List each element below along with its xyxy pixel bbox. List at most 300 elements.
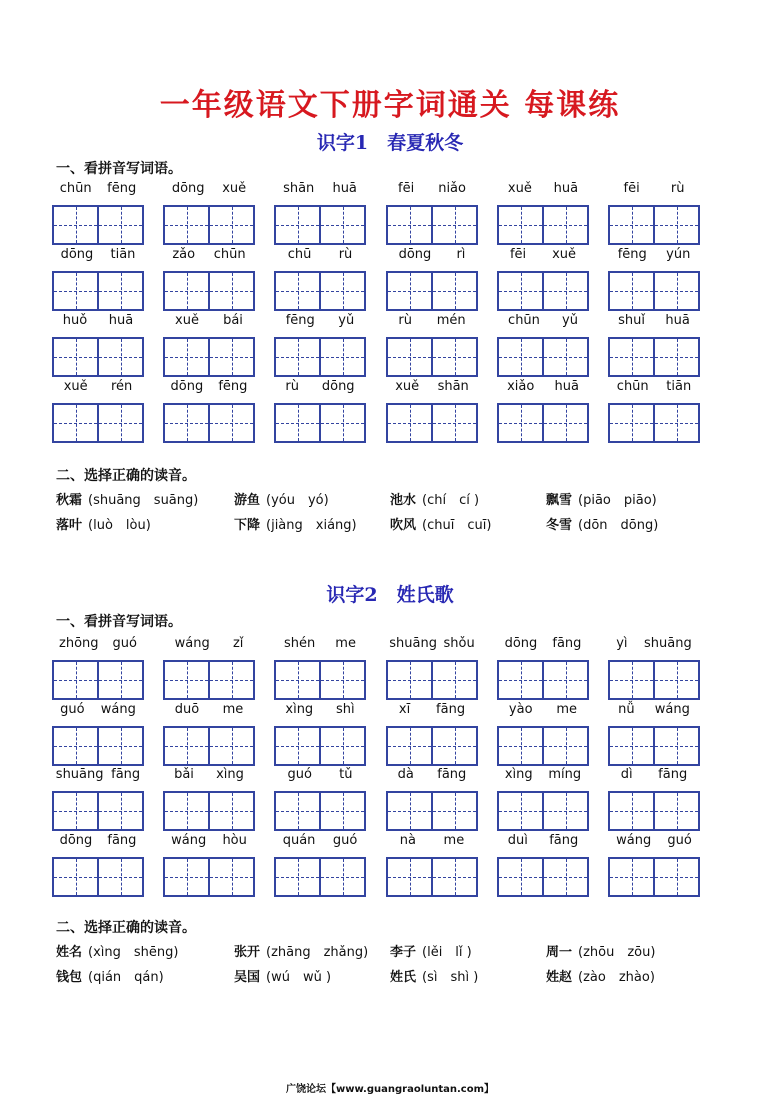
pinyin-line — [274, 313, 366, 331]
writing-box[interactable] — [97, 273, 142, 309]
writing-box[interactable] — [388, 728, 431, 764]
choice-word: 周一 — [546, 945, 573, 960]
tianzige-grid — [274, 857, 366, 897]
pinyin-line — [163, 313, 255, 331]
pinyin-line — [386, 313, 478, 331]
writing-box[interactable] — [542, 662, 587, 698]
writing-box[interactable] — [319, 662, 364, 698]
writing-box[interactable] — [54, 859, 97, 895]
choice-options[interactable]: (zào zhào) — [578, 970, 655, 985]
writing-box[interactable] — [97, 405, 142, 441]
reading-choice — [234, 941, 368, 960]
pinyin-syllable: shǒu — [443, 636, 475, 651]
writing-box[interactable] — [542, 405, 587, 441]
writing-box[interactable] — [208, 207, 253, 243]
tianzige-grid — [386, 791, 478, 831]
writing-box[interactable] — [54, 728, 97, 764]
writing-box[interactable] — [165, 859, 208, 895]
pinyin-syllable: fēi — [623, 181, 640, 196]
tianzige-grid — [608, 403, 700, 443]
pinyin-line — [386, 247, 478, 265]
pinyin-syllable: shuǐ — [618, 313, 646, 328]
writing-box[interactable] — [388, 207, 431, 243]
tianzige-grid — [497, 403, 589, 443]
word-exercise — [274, 833, 366, 897]
pinyin-syllable: rù — [285, 379, 300, 394]
pinyin-syllable: shān — [437, 379, 469, 394]
pinyin-syllable: dōng — [171, 181, 205, 196]
word-exercise — [386, 636, 478, 700]
pinyin-syllable: rì — [456, 247, 466, 262]
pinyin-syllable: guó — [332, 833, 358, 848]
word-exercise — [163, 379, 255, 443]
pinyin-syllable: fēng — [617, 247, 647, 262]
choice-options[interactable]: (zhāng zhǎng) — [266, 945, 369, 960]
writing-box[interactable] — [54, 273, 97, 309]
writing-box[interactable] — [54, 207, 97, 243]
writing-box[interactable] — [276, 339, 319, 375]
pinyin-syllable: niǎo — [438, 181, 466, 196]
pinyin-syllable: rén — [111, 379, 133, 394]
writing-box[interactable] — [54, 339, 97, 375]
word-exercise — [386, 767, 478, 831]
writing-box[interactable] — [208, 662, 253, 698]
writing-box[interactable] — [653, 859, 698, 895]
pinyin-line — [52, 636, 144, 654]
pinyin-syllable: fēi — [509, 247, 527, 262]
tianzige-grid — [52, 205, 144, 245]
pinyin-syllable: chūn — [616, 379, 649, 394]
word-exercise — [163, 313, 255, 377]
writing-box[interactable] — [653, 793, 698, 829]
choice-options[interactable]: (shuāng suāng) — [88, 493, 199, 508]
writing-box[interactable] — [499, 273, 542, 309]
writing-box[interactable] — [276, 728, 319, 764]
pinyin-syllable: shuāng — [644, 636, 692, 651]
pinyin-syllable: zǐ — [232, 636, 244, 651]
pinyin-syllable: huā — [554, 379, 579, 394]
pinyin-syllable: dōng — [321, 379, 355, 394]
pinyin-syllable: rù — [398, 313, 412, 328]
pinyin-syllable: chūn — [59, 181, 92, 196]
pinyin-syllable: huā — [108, 313, 134, 328]
choice-word: 李子 — [390, 945, 417, 960]
pinyin-syllable: xuě — [63, 379, 88, 394]
pinyin-syllable: duì — [507, 833, 528, 848]
pinyin-syllable: wáng — [174, 636, 210, 651]
writing-box[interactable] — [610, 728, 653, 764]
word-exercise — [497, 702, 589, 766]
pinyin-syllable: dōng — [504, 636, 538, 651]
pinyin-line — [386, 833, 478, 851]
pinyin-line — [52, 247, 144, 265]
word-exercise — [386, 702, 478, 766]
tianzige-grid — [163, 726, 255, 766]
word-exercise — [608, 247, 700, 311]
pinyin-syllable: guó — [60, 702, 85, 717]
pinyin-syllable: dì — [620, 767, 633, 782]
writing-box[interactable] — [653, 662, 698, 698]
reading-choice — [546, 514, 658, 533]
pinyin-syllable: yǔ — [562, 313, 578, 328]
writing-box[interactable] — [276, 859, 319, 895]
pinyin-syllable: shén — [284, 636, 316, 651]
writing-box[interactable] — [610, 273, 653, 309]
writing-box[interactable] — [97, 859, 142, 895]
reading-choice — [56, 966, 164, 985]
word-exercise — [163, 181, 255, 245]
pinyin-syllable: nà — [399, 833, 416, 848]
tianzige-grid — [608, 660, 700, 700]
writing-box[interactable] — [97, 728, 142, 764]
writing-box[interactable] — [97, 339, 142, 375]
writing-box[interactable] — [54, 793, 97, 829]
writing-box[interactable] — [319, 339, 364, 375]
writing-box[interactable] — [431, 405, 476, 441]
choice-options[interactable]: (zhōu zōu) — [578, 945, 656, 960]
writing-box[interactable] — [431, 273, 476, 309]
pinyin-syllable: quán — [282, 833, 316, 848]
pinyin-line — [163, 636, 255, 654]
word-exercise — [52, 379, 144, 443]
pinyin-syllable: shì — [335, 702, 355, 717]
writing-box[interactable] — [165, 207, 208, 243]
choice-options[interactable]: (sì shì ) — [422, 970, 479, 985]
writing-box[interactable] — [319, 728, 364, 764]
pinyin-syllable: fāng — [437, 767, 467, 782]
pinyin-syllable: nǚ — [618, 702, 635, 717]
writing-box[interactable] — [276, 273, 319, 309]
pinyin-line — [274, 833, 366, 851]
pinyin-syllable: chū — [287, 247, 312, 262]
word-exercise — [386, 379, 478, 443]
writing-box[interactable] — [208, 339, 253, 375]
word-exercise — [608, 181, 700, 245]
writing-box[interactable] — [542, 273, 587, 309]
pinyin-line — [274, 247, 366, 265]
word-exercise — [274, 702, 366, 766]
pinyin-syllable: wáng — [171, 833, 207, 848]
reading-choice — [390, 966, 478, 985]
writing-box[interactable] — [499, 662, 542, 698]
word-exercise — [52, 247, 144, 311]
pinyin-syllable: dōng — [170, 379, 204, 394]
writing-box[interactable] — [97, 662, 142, 698]
writing-box[interactable] — [431, 207, 476, 243]
writing-box[interactable] — [610, 405, 653, 441]
pinyin-syllable: xiǎo — [507, 379, 535, 394]
pinyin-syllable: huā — [553, 181, 579, 196]
pinyin-line — [163, 181, 255, 199]
writing-box[interactable] — [499, 207, 542, 243]
reading-choice — [390, 941, 472, 960]
pinyin-line — [497, 313, 589, 331]
writing-box[interactable] — [653, 339, 698, 375]
writing-box[interactable] — [431, 728, 476, 764]
writing-box[interactable] — [165, 793, 208, 829]
pinyin-line — [608, 636, 700, 654]
writing-box[interactable] — [165, 405, 208, 441]
word-exercise — [52, 313, 144, 377]
writing-box[interactable] — [165, 339, 208, 375]
pinyin-line — [608, 833, 700, 851]
tianzige-grid — [608, 726, 700, 766]
writing-box[interactable] — [208, 859, 253, 895]
pinyin-syllable: huǒ — [62, 313, 88, 328]
tianzige-grid — [163, 205, 255, 245]
pinyin-syllable: yún — [666, 247, 691, 262]
writing-box[interactable] — [431, 793, 476, 829]
word-exercise — [274, 636, 366, 700]
writing-box[interactable] — [610, 662, 653, 698]
section-heading-choose-reading: 二、选择正确的读音。 — [56, 468, 196, 484]
pinyin-syllable: fāng — [658, 767, 688, 782]
writing-box[interactable] — [165, 728, 208, 764]
pinyin-syllable: xìng — [216, 767, 244, 782]
writing-box[interactable] — [388, 405, 431, 441]
tianzige-grid — [386, 660, 478, 700]
writing-box[interactable] — [319, 207, 364, 243]
writing-box[interactable] — [388, 339, 431, 375]
word-exercise — [386, 833, 478, 897]
choice-word: 吴国 — [234, 970, 261, 985]
choice-options[interactable]: (wú wǔ ) — [266, 970, 332, 985]
writing-box[interactable] — [542, 793, 587, 829]
choice-word: 池水 — [390, 493, 417, 508]
pinyin-syllable: xuě — [222, 181, 247, 196]
pinyin-line — [497, 636, 589, 654]
tianzige-grid — [52, 660, 144, 700]
pinyin-syllable: xìng — [504, 767, 533, 782]
writing-box[interactable] — [499, 793, 542, 829]
writing-box[interactable] — [97, 207, 142, 243]
writing-box[interactable] — [388, 793, 431, 829]
word-exercise — [386, 247, 478, 311]
choice-options[interactable]: (chí cí ) — [422, 493, 480, 508]
word-exercise — [608, 767, 700, 831]
tianzige-grid — [274, 271, 366, 311]
pinyin-line — [608, 767, 700, 785]
reading-choice — [390, 489, 479, 508]
tianzige-grid — [497, 205, 589, 245]
writing-box[interactable] — [653, 207, 698, 243]
tianzige-grid — [497, 271, 589, 311]
writing-box[interactable] — [542, 728, 587, 764]
writing-box[interactable] — [54, 405, 97, 441]
pinyin-syllable: fāng — [111, 767, 141, 782]
writing-box[interactable] — [208, 273, 253, 309]
pinyin-line — [163, 247, 255, 265]
pinyin-line — [497, 702, 589, 720]
writing-box[interactable] — [499, 405, 542, 441]
writing-box[interactable] — [499, 728, 542, 764]
writing-box[interactable] — [610, 207, 653, 243]
pinyin-syllable: wáng — [616, 833, 652, 848]
writing-box[interactable] — [653, 405, 698, 441]
pinyin-syllable: zhōng — [59, 636, 99, 651]
writing-box[interactable] — [276, 793, 319, 829]
pinyin-syllable: shān — [283, 181, 315, 196]
pinyin-line — [386, 181, 478, 199]
choice-word: 秋霜 — [56, 493, 83, 508]
writing-box[interactable] — [54, 662, 97, 698]
writing-box[interactable] — [319, 405, 364, 441]
word-exercise — [497, 636, 589, 700]
pinyin-syllable: fēng — [285, 313, 315, 328]
tianzige-grid — [608, 857, 700, 897]
choice-options[interactable]: (yóu yó) — [266, 493, 329, 508]
pinyin-line — [497, 767, 589, 785]
writing-box[interactable] — [208, 405, 253, 441]
tianzige-grid — [386, 726, 478, 766]
choice-word: 姓赵 — [546, 970, 573, 985]
writing-box[interactable] — [319, 859, 364, 895]
pinyin-syllable: duō — [174, 702, 200, 717]
choice-options[interactable]: (lěi lǐ ) — [422, 945, 472, 960]
writing-box[interactable] — [542, 339, 587, 375]
writing-box[interactable] — [319, 793, 364, 829]
choice-options[interactable]: (jiàng xiáng) — [266, 518, 357, 533]
writing-box[interactable] — [431, 859, 476, 895]
writing-box[interactable] — [276, 207, 319, 243]
word-exercise — [386, 313, 478, 377]
pinyin-line — [52, 181, 144, 199]
writing-box[interactable] — [499, 339, 542, 375]
reading-choice — [546, 966, 655, 985]
pinyin-line — [274, 636, 366, 654]
pinyin-syllable: hòu — [222, 833, 247, 848]
writing-box[interactable] — [276, 405, 319, 441]
section-heading-choose-reading: 二、选择正确的读音。 — [56, 920, 196, 936]
word-exercise — [163, 702, 255, 766]
choice-options[interactable]: (dōn dōng) — [578, 518, 659, 533]
choice-word: 姓名 — [56, 945, 83, 960]
pinyin-syllable: me — [222, 702, 244, 717]
writing-box[interactable] — [97, 793, 142, 829]
writing-box[interactable] — [388, 273, 431, 309]
choice-options[interactable]: (qián qán) — [88, 970, 164, 985]
word-exercise — [497, 767, 589, 831]
pinyin-syllable: yì — [616, 636, 628, 651]
reading-choice — [546, 941, 655, 960]
choice-options[interactable]: (piāo piāo) — [578, 493, 657, 508]
pinyin-syllable: guó — [287, 767, 312, 782]
choice-word: 飘雪 — [546, 493, 573, 508]
tianzige-grid — [163, 791, 255, 831]
writing-box[interactable] — [431, 662, 476, 698]
tianzige-grid — [497, 791, 589, 831]
writing-box[interactable] — [610, 793, 653, 829]
writing-box[interactable] — [208, 793, 253, 829]
writing-box[interactable] — [276, 662, 319, 698]
writing-box[interactable] — [319, 273, 364, 309]
writing-box[interactable] — [388, 662, 431, 698]
choice-options[interactable]: (luò lòu) — [88, 518, 151, 533]
writing-box[interactable] — [542, 859, 587, 895]
section-heading-write-words: 一、看拼音写词语。 — [56, 161, 182, 177]
word-exercise — [274, 379, 366, 443]
word-exercise — [497, 181, 589, 245]
footer: 广饶论坛【www.guangraoluntan.com】 — [285, 1084, 495, 1095]
pinyin-line — [608, 181, 700, 199]
word-exercise — [274, 313, 366, 377]
writing-box[interactable] — [499, 859, 542, 895]
writing-box[interactable] — [165, 662, 208, 698]
writing-box[interactable] — [542, 207, 587, 243]
tianzige-grid — [163, 337, 255, 377]
pinyin-line — [274, 702, 366, 720]
tianzige-grid — [52, 791, 144, 831]
writing-box[interactable] — [165, 273, 208, 309]
pinyin-syllable: shuāng — [389, 636, 437, 651]
writing-box[interactable] — [610, 339, 653, 375]
pinyin-syllable: fēi — [398, 181, 415, 196]
tianzige-grid — [274, 337, 366, 377]
word-exercise — [608, 702, 700, 766]
pinyin-syllable: rù — [670, 181, 685, 196]
pinyin-line — [52, 767, 144, 785]
reading-choice — [56, 941, 178, 960]
choice-word: 张开 — [234, 945, 261, 960]
writing-box[interactable] — [431, 339, 476, 375]
pinyin-line — [386, 767, 478, 785]
pinyin-line — [608, 702, 700, 720]
tianzige-grid — [163, 271, 255, 311]
tianzige-grid — [497, 660, 589, 700]
pinyin-syllable: tiān — [110, 247, 136, 262]
word-exercise — [163, 247, 255, 311]
word-exercise — [608, 379, 700, 443]
tianzige-grid — [386, 337, 478, 377]
tianzige-grid — [608, 205, 700, 245]
tianzige-grid — [274, 205, 366, 245]
word-exercise — [274, 767, 366, 831]
pinyin-syllable: fāng — [436, 702, 466, 717]
tianzige-grid — [497, 726, 589, 766]
writing-box[interactable] — [653, 273, 698, 309]
pinyin-line — [386, 379, 478, 397]
choice-options[interactable]: (chuī cuī) — [422, 518, 492, 533]
word-exercise — [608, 636, 700, 700]
pinyin-line — [386, 702, 478, 720]
word-exercise — [497, 247, 589, 311]
pinyin-syllable: dà — [397, 767, 414, 782]
tianzige-grid — [163, 857, 255, 897]
pinyin-line — [52, 833, 144, 851]
writing-box[interactable] — [208, 728, 253, 764]
pinyin-line — [274, 379, 366, 397]
pinyin-line — [497, 833, 589, 851]
choice-options[interactable]: (xìng shēng) — [88, 945, 179, 960]
writing-box[interactable] — [610, 859, 653, 895]
pinyin-line — [163, 833, 255, 851]
word-exercise — [497, 313, 589, 377]
pinyin-syllable: bǎi — [174, 767, 194, 782]
pinyin-syllable: shuāng — [55, 767, 104, 782]
pinyin-line — [497, 247, 589, 265]
tianzige-grid — [52, 403, 144, 443]
pinyin-line — [608, 247, 700, 265]
pinyin-syllable: dōng — [59, 833, 93, 848]
writing-box[interactable] — [653, 728, 698, 764]
tianzige-grid — [52, 271, 144, 311]
pinyin-syllable: guó — [667, 833, 692, 848]
choice-word: 姓氏 — [390, 970, 417, 985]
pinyin-line — [163, 379, 255, 397]
pinyin-syllable: tiān — [666, 379, 692, 394]
writing-box[interactable] — [388, 859, 431, 895]
pinyin-syllable: me — [335, 636, 356, 651]
